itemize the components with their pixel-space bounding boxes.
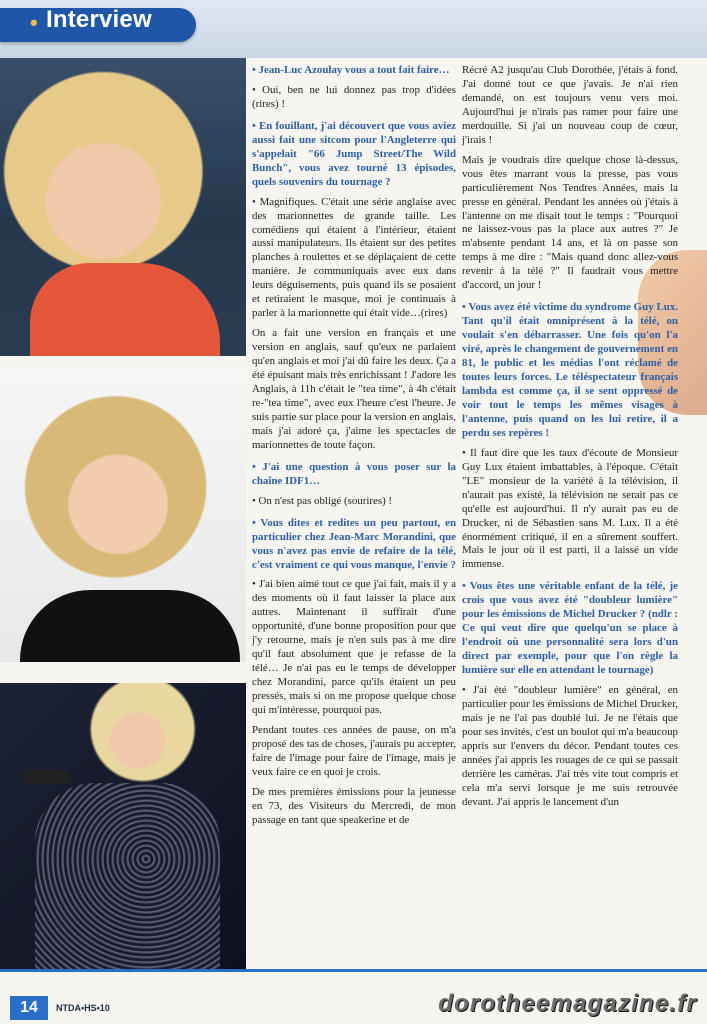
photo-performance-microphone xyxy=(0,683,246,971)
continuation-paragraph: Récré A2 jusqu'au Club Dorothée, j'étais à fond. J'ai donné tout ce que j'avais. Je n'ai rien demandé, on est toujours venu vers moi. Aujourd'hui je n'irais pas ramer pour faire une merdouille. Si j'ai un nouveau coup de cœur, j'irais ! xyxy=(462,64,678,146)
question-4: • Vous dites et redites un peu partout, en particulier chez Jean-Marc Morandini, que vous n'avez pas envie de refaire de la télé, c'est vraiment ce qui vous manque, l'envie ? xyxy=(252,516,456,571)
photo-portrait-orange-jacket xyxy=(0,58,246,356)
photo-jacket xyxy=(35,783,220,971)
answer-6: • J'ai été "doubleur lumière" en général, en particulier pour les émissions de Michel Drucker, mais je ne l'ai pas doublé lui. Je ne l'étais que pour ses invités, c'est un boulot qui m'a beaucoup appris sur l'envers du décor. Pendant toutes ces années j'ai appris les rouages de ce qui se passait derrière les caméras. J'ai très vite tout compris et cela m'a servi lorsque je me suis retrouvée devant. J'ai appris le lancement d'un xyxy=(462,684,678,808)
answer-2-continued: On a fait une version en français et une version en anglais, sauf qu'eux ne parlaient qu'en anglais et moi j'ai dû faire les deux. Ça a été épuisant mais très enrichissant ! J'adore les Anglais, à 11h c'était le "tea time", à 4h c'était re-"tea time", avec eux l'heure c'est l'heure. Je suis partie sur place pour la version en anglais, mais j'ai adoré ça, j'aime les spectacles de marionnettes de toute façon. xyxy=(252,327,456,451)
answer-3: • On n'est pas obligé (sourires) ! xyxy=(252,494,393,507)
text-column-2 xyxy=(252,64,456,976)
page-number: 14 xyxy=(10,996,48,1020)
question-3: • J'ai une question à vous poser sur la chaîne IDF1… xyxy=(252,460,456,487)
text-column-3 xyxy=(462,64,678,976)
photo-shoulder xyxy=(30,263,220,356)
continuation-paragraph-2: Mais je voudrais dire quelque chose là-dessus, vous êtes marrant vous la presse, pas vous particulièrement Nos Tendres Années, mais la presse en général. Pendant les années où j'étais à l'antenne on me disait tout le temps : "Pourquoi ne laissez-vous pas la place aux autres ?" Je m'absente pendant 14 ans, et là on passe son temps à me dire : "Mais quand donc allez-vous revenir à la télé ?" Il faudrait vous mettre d'accord, un jour ! xyxy=(462,153,678,292)
answer-5: • Il faut dire que les taux d'écoute de Monsieur Guy Lux étaient imbattables, à l'époque. C'était "LE" monsieur de la variété à la télévision, il n'aurait pas existé, la télévision ne serait pas ce qu'elle est aujourd'hui. Il n'y aurait pas eu de Drucker, ni de Sébastien sans M. Lux. Il a été énormément critiqué, il en a sûrement souffert. Mais le jour où il est parti, il a laissé un vide immense. xyxy=(462,446,678,571)
question-2: • En fouillant, j'ai découvert que vous aviez aussi fait une sitcom pour l'Angleterre qui s'appelait "66 Jump Street/The Wild Bunch", vous avez tourné 13 épisodes, quels souvenirs du tournage ? xyxy=(252,119,456,188)
footer-rule xyxy=(0,969,707,972)
section-bullet: • xyxy=(30,10,38,35)
question-6: • Vous êtes une véritable enfant de la télé, je crois que vous avez été "doubleur lumière" pour les émissions de Michel Drucker ? (ndlr : Ce qui veut dire que quelqu'un se place à l'endroit où une personnalité sera lors d'un direct par exemple, pour que l'on règle la lumière sur elle en attendant le tournage) xyxy=(462,580,678,677)
watermark-url: dorotheemagazine.fr xyxy=(438,990,697,1017)
microphone-icon xyxy=(22,770,70,784)
answer-2: • Magnifiques. C'était une série anglaise avec des marionnettes de grande taille. Les comédiens qui étaient à l'intérieur, étaient aussi manipulateurs. Ils étaient sur des petites planches à roulettes et se déplaçaient de cette manière. Je communiquais avec eux dans leurs déguisements, puis quand ils se posaient et retiraient le masque, moi je continuais à parler à la marionnette qui était vide…(rires) xyxy=(252,195,456,320)
answer-1: • Oui, ben ne lui donnez pas trop d'idées (rires) ! xyxy=(252,83,456,110)
question-5: • Vous avez été victime du syndrome Guy Lux. Tant qu'il était omniprésent à la télé, on voulait s'en débarrasser. Une fois qu'on l'a viré, après le changement de gouvernement en 81, le public et les médias l'ont réclamé de toutes leurs forces. Le téléspectateur français lambda est comme ça, il se sent oppressé de voir tout le temps les mêmes visages à l'antenne, puis quand on les lui retire, il a perdu ses repères ! xyxy=(462,301,678,439)
section-title: Interview xyxy=(46,6,152,33)
answer-4-continued: Pendant toutes ces années de pause, on m'a proposé des tas de choses, j'aurais pu accepter, faire de l'image pour faire de l'image, mais je veux faire ce en quoi je crois. xyxy=(252,723,456,778)
answer-4-final: De mes premières émissions pour la jeunesse en 73, des Visiteurs du Mercredi, de mon passage en tant que speakerine et de xyxy=(252,785,456,826)
photo-portrait-black-turtleneck xyxy=(0,370,246,662)
question-1: • Jean-Luc Azoulay vous a tout fait faire… xyxy=(252,64,450,76)
photo-sweater xyxy=(20,590,240,662)
publication-ref: NTDA•HS•10 xyxy=(56,1003,110,1013)
answer-4: • J'ai bien aimé tout ce que j'ai fait, mais il y a des moments où il faut laisser la place aux autres. Maintenant il suffirait d'une opportunité, d'une bonne proposition pour que j'y retourne, mais je n'en suis pas à me dire qu'il faut absolument que je refasse de la télé… Je n'ai pas eu le temps de développer chez Morandini, parce qu'ils étaient un peu pressés, mais si on me propose quelque chose qui m'intéresse, pourquoi pas. xyxy=(252,578,456,717)
